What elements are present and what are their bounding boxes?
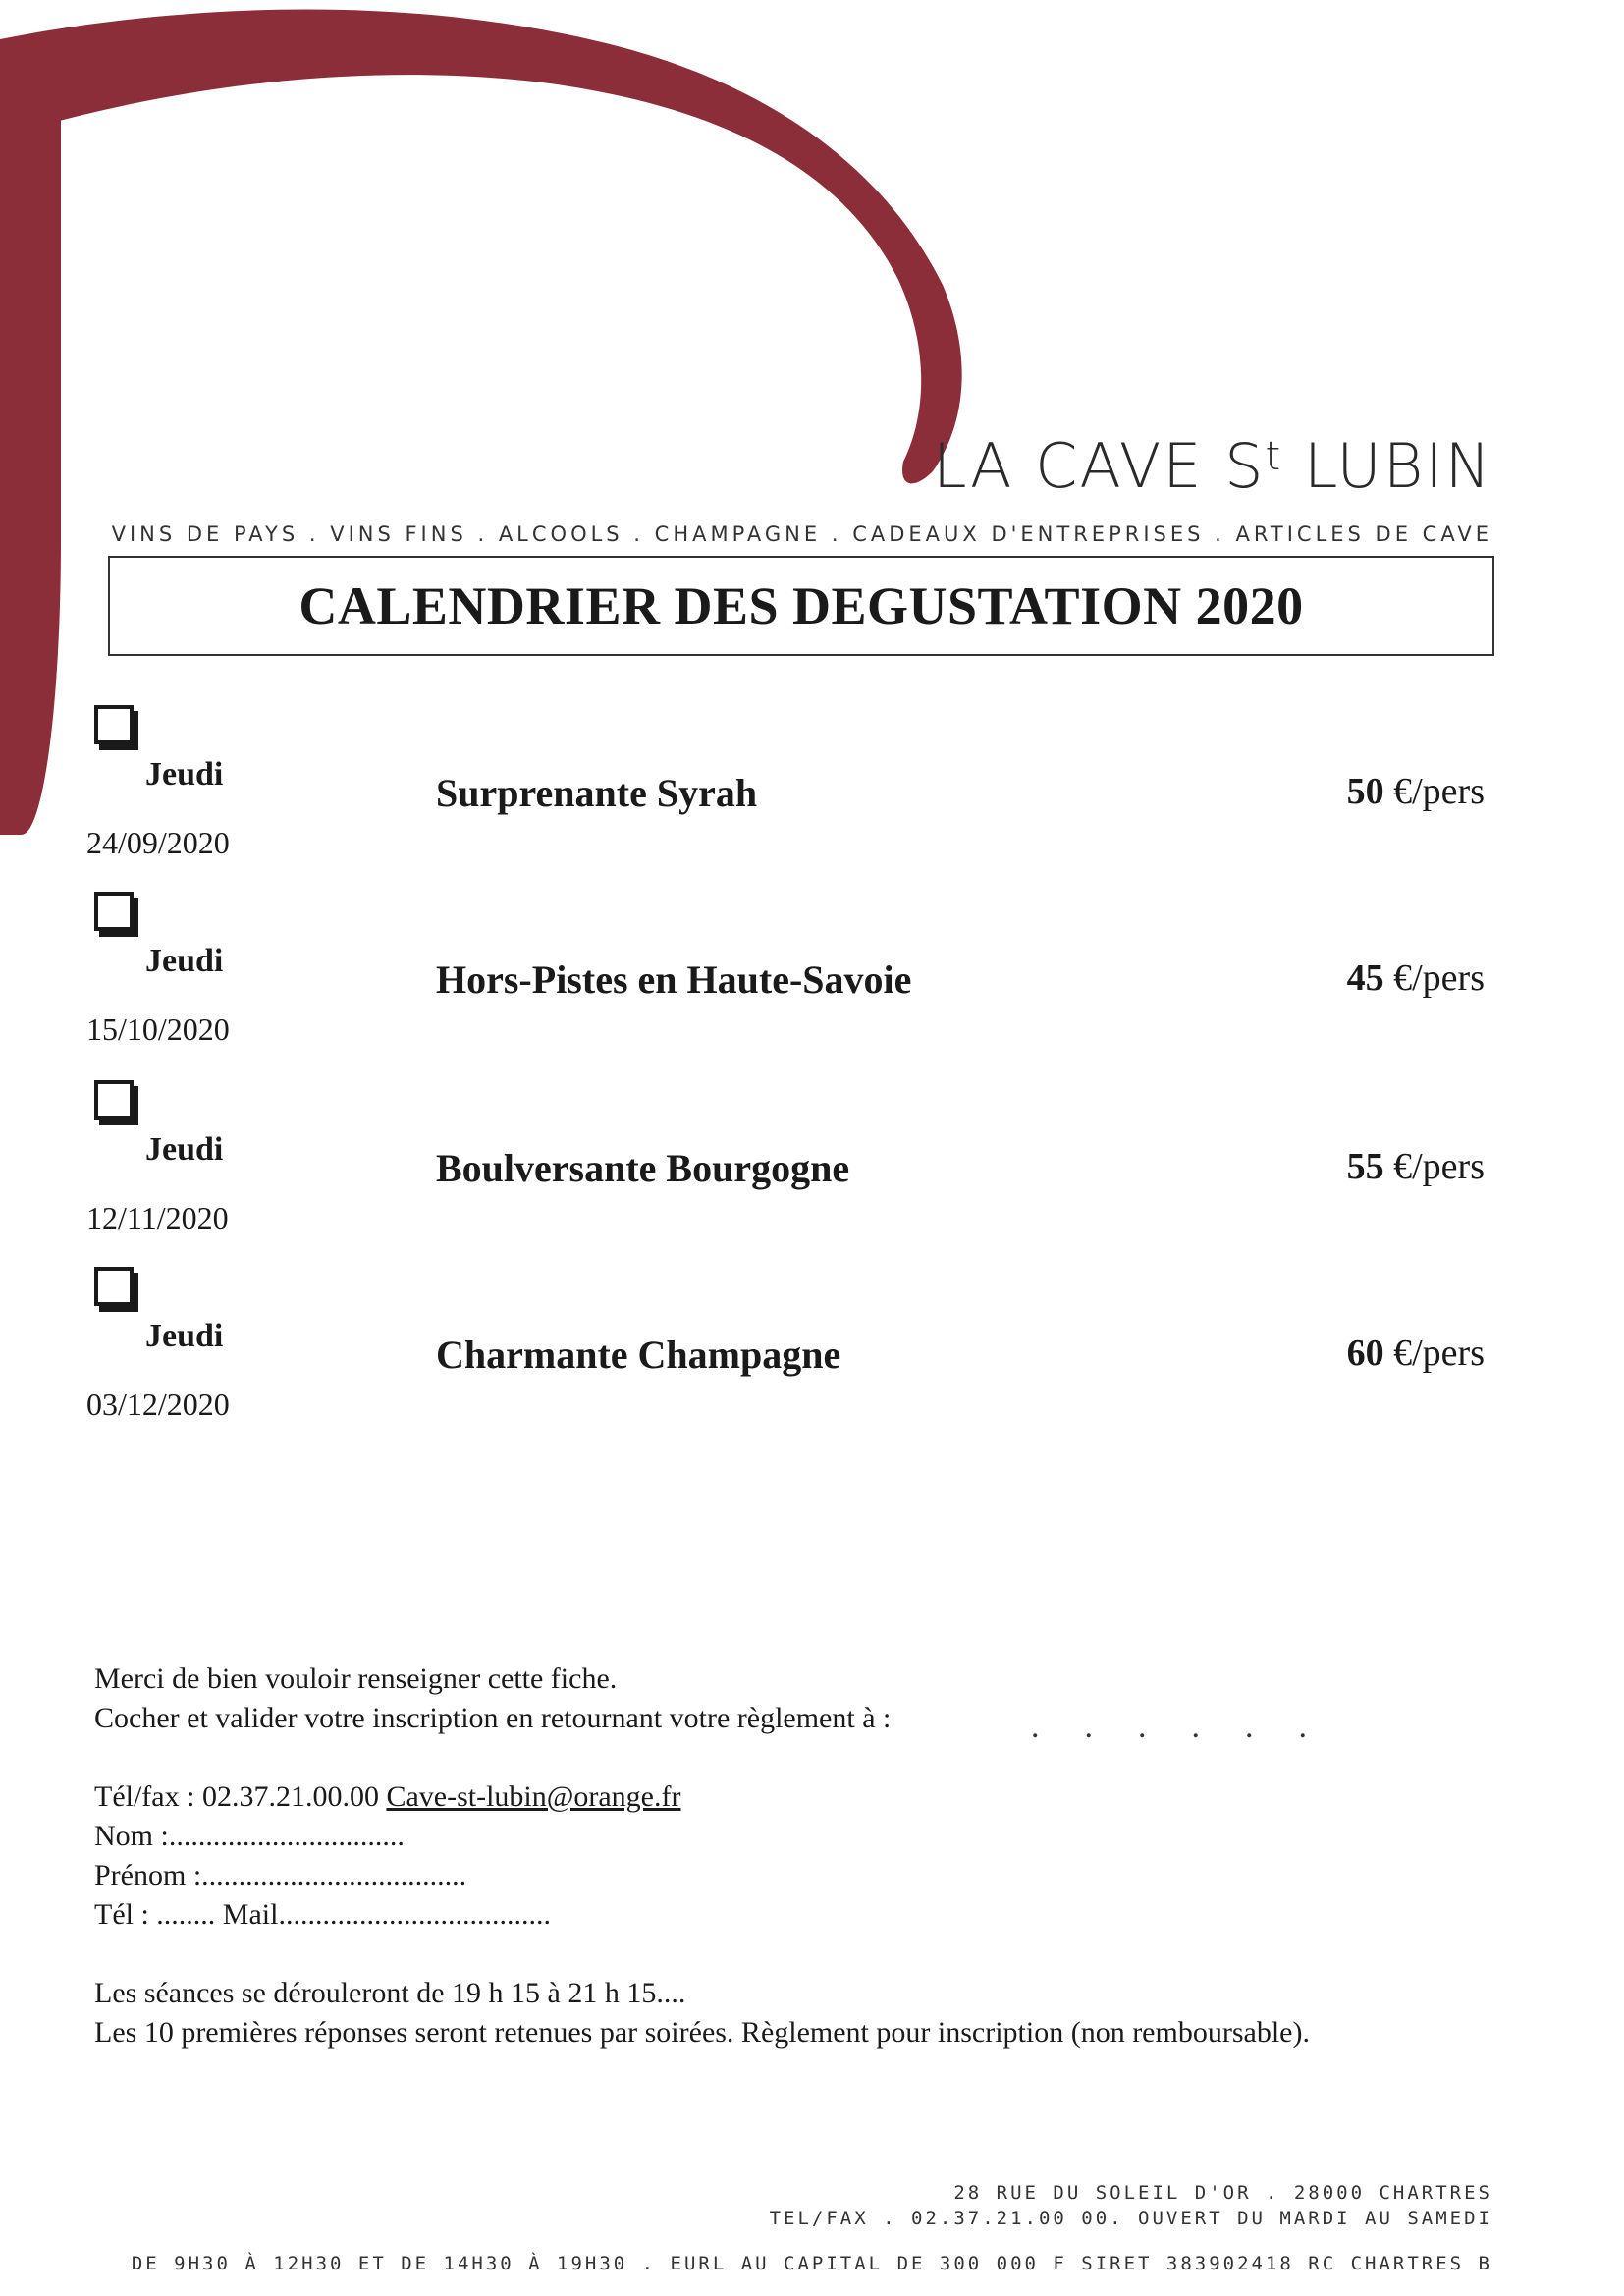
prenom-field[interactable]: Prénom :.................................... <box>94 1859 467 1891</box>
event-date: 12/11/2020 <box>86 1200 229 1235</box>
event-day: Jeudi <box>145 943 224 979</box>
event-day: Jeudi <box>145 1131 224 1168</box>
event-checkbox[interactable] <box>94 705 134 744</box>
event-row <box>0 705 1624 892</box>
email-link[interactable]: Cave-st-lubin@orange.fr <box>386 1780 681 1813</box>
event-row <box>0 1267 1624 1453</box>
footer-hours: DE 9H30 À 12H30 ET DE 14H30 À 19H30 . EURL AU CAPITAL DE 300 000 F SIRET 383902418 RC CHARTRES B <box>131 2253 1492 2274</box>
event-day: Jeudi <box>145 1318 224 1354</box>
fill-dots: ...... <box>1031 1709 1352 1745</box>
event-price: 60 €/pers <box>1346 1333 1485 1374</box>
event-price: 50 €/pers <box>1346 771 1485 812</box>
event-checkbox[interactable] <box>94 1267 134 1306</box>
footer-telfax: TEL/FAX . 02.37.21.00 00. OUVERT DU MARDI AU SAMEDI <box>769 2208 1492 2229</box>
event-row <box>0 1080 1624 1267</box>
form-intro: Merci de bien vouloir renseigner cette fiche. <box>94 1663 618 1695</box>
event-name: Charmante Champagne <box>436 1333 841 1377</box>
event-date: 15/10/2020 <box>86 1011 230 1047</box>
event-name: Surprenante Syrah <box>436 771 758 815</box>
event-day: Jeudi <box>145 756 224 793</box>
tel-mail-field[interactable]: Tél : ........ Mail..................................... <box>94 1898 551 1931</box>
event-date: 03/12/2020 <box>86 1387 230 1422</box>
title-box <box>108 556 1494 656</box>
contact-line: Tél/fax : 02.37.21.00.00 Cave-st-lubin@orange.fr <box>94 1780 681 1813</box>
event-name: Hors-Pistes en Haute-Savoie <box>436 957 912 1002</box>
page-title: CALENDRIER DES DEGUSTATION 2020 <box>298 576 1304 635</box>
nom-field[interactable]: Nom :................................ <box>94 1820 405 1852</box>
brand-name: LA CAVE $S^t$ LUBIN <box>933 430 1492 502</box>
registration-terms: Les 10 premières réponses seront retenues par soirées. Règlement pour inscription (non remboursable). <box>94 2016 1310 2049</box>
event-price: 55 €/pers <box>1346 1146 1485 1187</box>
footer-address: 28 RUE DU SOLEIL D'OR . 28000 CHARTRES <box>953 2182 1492 2204</box>
event-row <box>0 892 1624 1078</box>
event-price: 45 €/pers <box>1346 957 1485 999</box>
event-checkbox[interactable] <box>94 892 134 931</box>
session-hours: Les séances se dérouleront de 19 h 15 à 21 h 15.... <box>94 1977 686 2009</box>
form-instructions: Cocher et valider votre inscription en retournant votre règlement à : <box>94 1702 892 1734</box>
brand-tagline: VINS DE PAYS . VINS FINS . ALCOOLS . CHAMPAGNE . CADEAUX D'ENTREPRISES . ARTICLES DE CAVE <box>111 522 1492 546</box>
event-date: 24/09/2020 <box>86 825 230 860</box>
event-checkbox[interactable] <box>94 1080 134 1120</box>
event-name: Boulversante Bourgogne <box>436 1146 850 1190</box>
